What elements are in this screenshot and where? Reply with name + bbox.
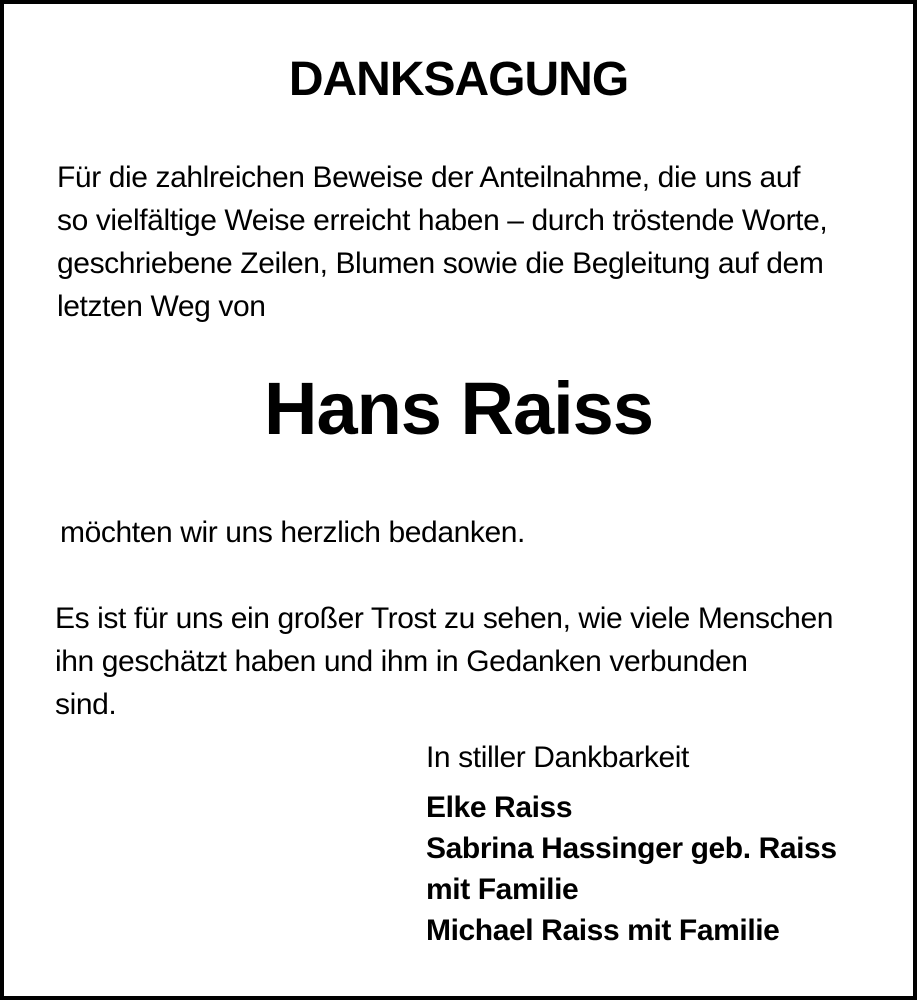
intro-line: so vielfältige Weise erreicht haben – durch tröstende Worte, xyxy=(57,204,828,237)
mourner-name: Michael Raiss mit Familie xyxy=(426,914,780,947)
mourners-list xyxy=(426,787,837,951)
comfort-paragraph xyxy=(55,597,833,726)
page-title: DANKSAGUNG xyxy=(288,53,629,106)
comfort-line: Es ist für uns ein großer Trost zu sehen, wie viele Menschen xyxy=(55,602,834,635)
deceased-name: Hans Raiss xyxy=(264,367,653,450)
comfort-line: ihn geschätzt haben und ihm in Gedanken verbunden xyxy=(55,645,748,678)
intro-line: geschriebene Zeilen, Blumen sowie die Begleitung auf dem xyxy=(57,247,824,280)
intro-line: Für die zahlreichen Beweise der Anteilnahme, die uns auf xyxy=(57,161,801,194)
thanks-line: möchten wir uns herzlich bedanken. xyxy=(60,516,525,549)
mourner-name: Elke Raiss xyxy=(426,791,573,824)
comfort-line: sind. xyxy=(55,688,117,721)
intro-line: letzten Weg von xyxy=(57,290,266,323)
mourner-name: mit Familie xyxy=(426,873,579,906)
closing-line: In stiller Dankbarkeit xyxy=(426,741,689,774)
intro-paragraph xyxy=(57,156,827,328)
mourner-name: Sabrina Hassinger geb. Raiss xyxy=(426,832,837,865)
